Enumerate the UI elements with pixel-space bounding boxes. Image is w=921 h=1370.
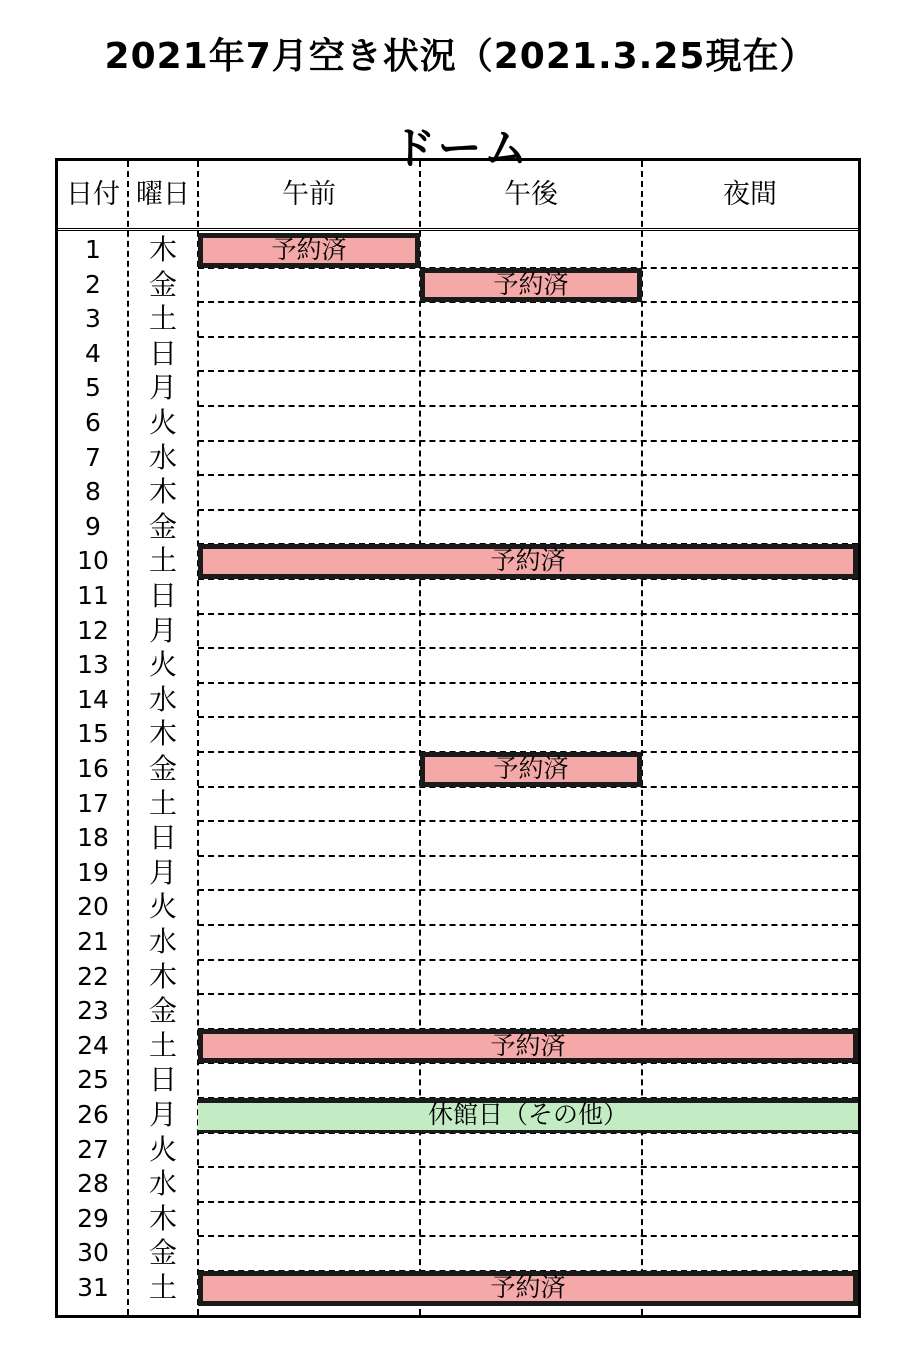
- row-divider: [198, 855, 858, 857]
- header-date: 日付: [66, 179, 120, 210]
- date-cell: 6: [85, 408, 101, 437]
- weekday-cell: 金: [148, 267, 177, 301]
- weekday-cell: 水: [148, 682, 177, 716]
- weekday-cell: 日: [148, 821, 177, 855]
- header-weekday: 曜日: [136, 179, 190, 210]
- date-cell: 29: [77, 1203, 109, 1233]
- date-cell: 19: [77, 857, 109, 887]
- row-divider: [198, 1201, 858, 1203]
- weekday-cell: 木: [148, 233, 177, 266]
- weekday-cell: 火: [148, 1132, 177, 1166]
- row-divider: [198, 716, 858, 718]
- row-divider: [198, 959, 858, 961]
- row-divider: [198, 474, 858, 476]
- weekday-cell: 日: [148, 1063, 177, 1097]
- page-title: 2021年7月空き状況（2021.3.25現在）: [104, 36, 817, 77]
- date-cell: 5: [85, 373, 101, 403]
- weekday-cell: 月: [148, 1098, 177, 1131]
- date-cell: 7: [85, 442, 101, 472]
- date-cell: 10: [77, 546, 109, 576]
- weekday-cell: 火: [148, 648, 177, 682]
- row-divider: [198, 820, 858, 822]
- weekday-cell: 土: [148, 1028, 177, 1062]
- row-divider: [198, 336, 858, 338]
- weekday-cell: 水: [148, 440, 177, 474]
- date-cell: 2: [85, 269, 101, 299]
- reserved-bar: 予約済: [198, 1271, 858, 1306]
- date-cell: 22: [77, 961, 109, 991]
- row-divider: [198, 889, 858, 891]
- weekday-cell: 金: [148, 994, 177, 1028]
- row-divider: [198, 924, 858, 926]
- date-cell: 25: [77, 1065, 109, 1095]
- weekday-cell: 木: [148, 959, 177, 993]
- date-cell: 28: [77, 1169, 109, 1199]
- availability-table: [55, 158, 861, 1318]
- date-cell: 21: [77, 927, 109, 956]
- date-cell: 13: [77, 650, 109, 680]
- header-night: 夜間: [723, 179, 777, 210]
- weekday-cell: 日: [148, 579, 177, 612]
- date-cell: 8: [85, 477, 101, 507]
- reserved-bar: 予約済: [198, 544, 858, 579]
- header-morning: 午前: [282, 179, 336, 210]
- date-cell: 14: [77, 684, 109, 714]
- reserved-bar: 予約済: [198, 1029, 858, 1064]
- date-cell: 24: [77, 1030, 109, 1060]
- weekday-cell: 木: [148, 1201, 177, 1235]
- date-cell: 1: [85, 235, 101, 264]
- row-divider: [198, 370, 858, 372]
- column-divider: [419, 161, 421, 1315]
- weekday-cell: 土: [148, 544, 177, 578]
- row-divider: [198, 1235, 858, 1237]
- date-cell: 15: [77, 719, 109, 749]
- reserved-bar: 予約済: [420, 752, 642, 787]
- date-cell: 31: [77, 1273, 109, 1302]
- closed-day-bar: 休館日（その他）: [198, 1098, 858, 1133]
- date-cell: 17: [77, 788, 109, 818]
- row-divider: [198, 509, 858, 511]
- date-cell: 11: [77, 581, 109, 610]
- row-divider: [198, 405, 858, 407]
- weekday-cell: 土: [148, 302, 177, 336]
- weekday-cell: 土: [148, 786, 177, 820]
- column-divider: [641, 161, 643, 1315]
- date-cell: 26: [77, 1100, 109, 1129]
- date-cell: 23: [77, 996, 109, 1026]
- date-cell: 27: [77, 1134, 109, 1164]
- row-divider: [198, 993, 858, 995]
- date-cell: 16: [77, 754, 109, 783]
- weekday-cell: 日: [148, 336, 177, 370]
- date-cell: 4: [85, 338, 101, 368]
- facility-name: ドーム: [391, 123, 530, 174]
- weekday-cell: 木: [148, 475, 177, 509]
- weekday-cell: 水: [148, 1167, 177, 1201]
- date-cell: 9: [85, 511, 101, 541]
- date-cell: 30: [77, 1238, 109, 1268]
- row-divider: [198, 440, 858, 442]
- date-cell: 3: [85, 304, 101, 334]
- row-divider: [198, 1166, 858, 1168]
- weekday-cell: 土: [148, 1271, 177, 1304]
- row-divider: [198, 647, 858, 649]
- weekday-cell: 月: [148, 613, 177, 647]
- weekday-cell: 金: [148, 1236, 177, 1270]
- header-afternoon: 午後: [504, 179, 558, 210]
- date-cell: 12: [77, 615, 109, 645]
- weekday-cell: 月: [148, 855, 177, 889]
- date-cell: 18: [77, 823, 109, 853]
- weekday-cell: 金: [148, 509, 177, 543]
- weekday-cell: 火: [148, 890, 177, 924]
- weekday-cell: 金: [148, 752, 177, 785]
- date-cell: 20: [77, 892, 109, 922]
- weekday-cell: 火: [148, 406, 177, 439]
- weekday-cell: 月: [148, 371, 177, 405]
- row-divider: [198, 682, 858, 684]
- weekday-cell: 木: [148, 717, 177, 751]
- reserved-bar: 予約済: [198, 233, 420, 268]
- row-divider: [198, 613, 858, 615]
- weekday-cell: 水: [148, 925, 177, 958]
- reserved-bar: 予約済: [420, 268, 642, 303]
